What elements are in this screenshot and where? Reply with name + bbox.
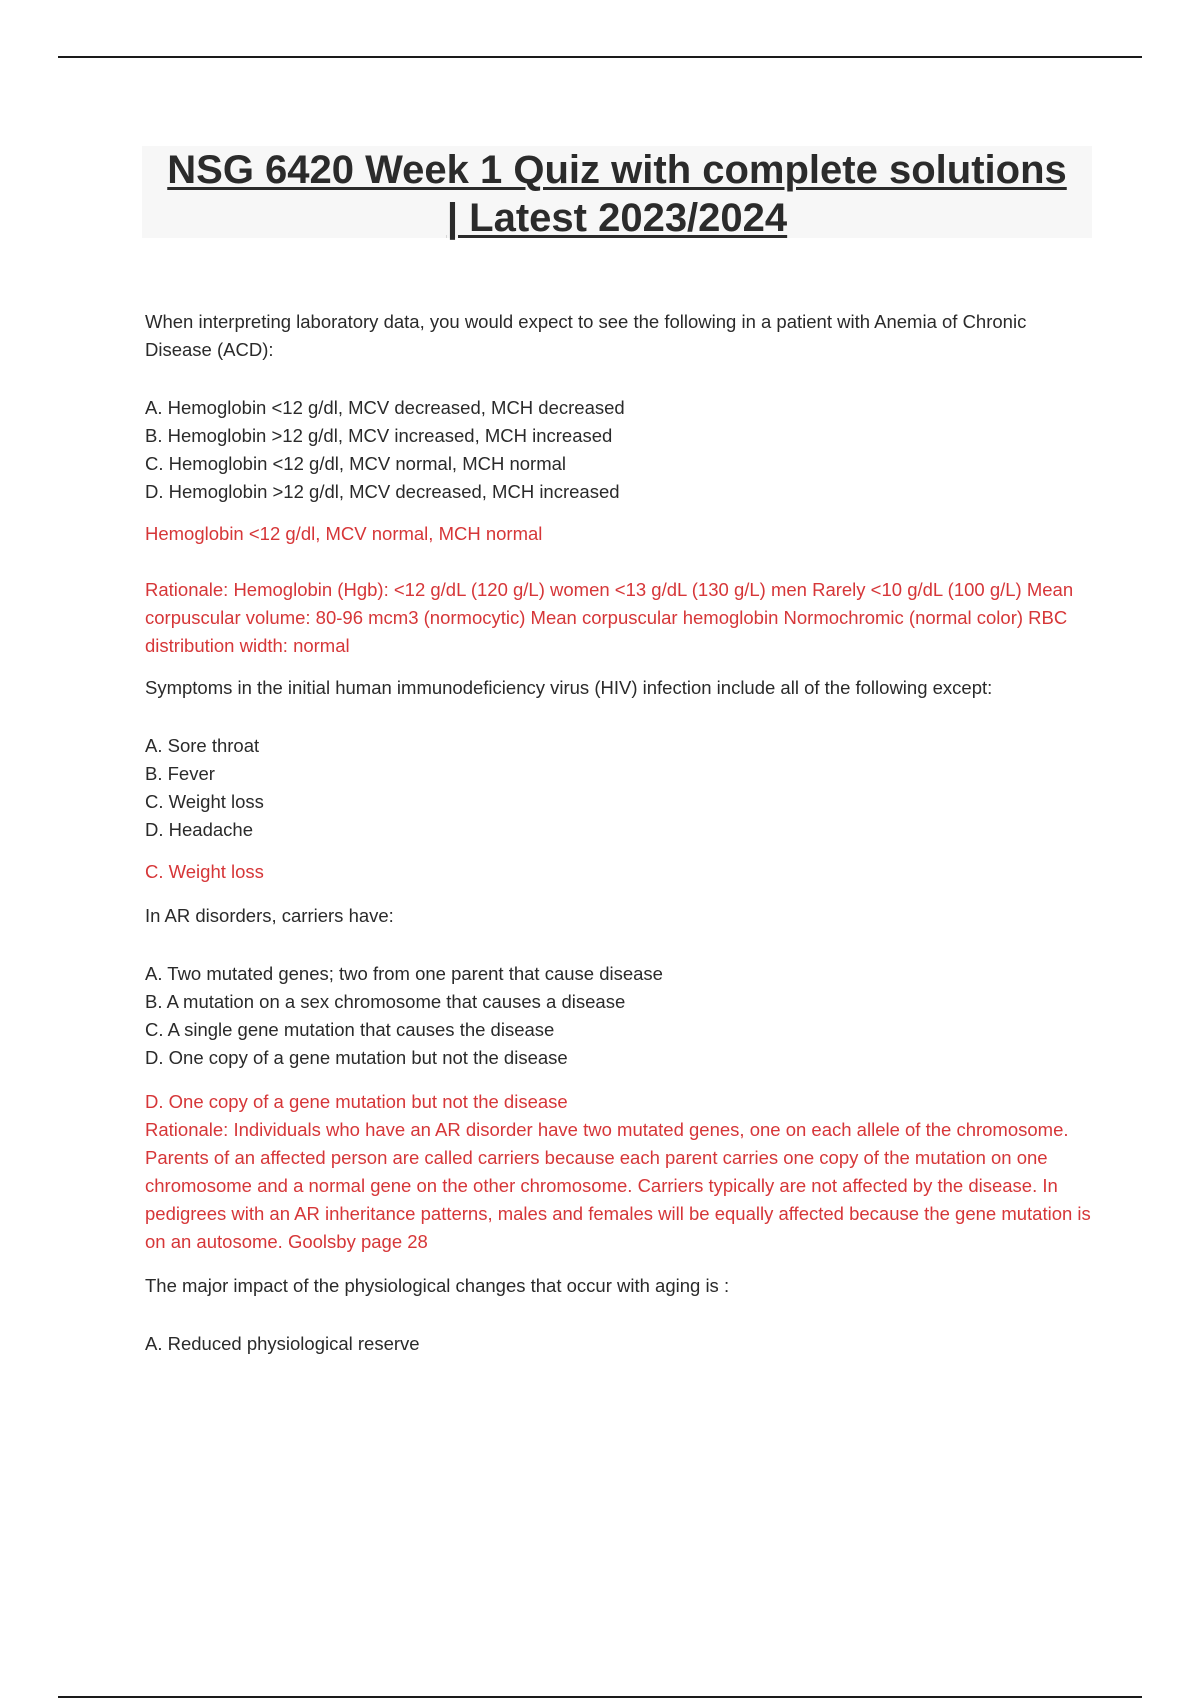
document-title (142, 146, 1092, 242)
option: C. Weight loss (145, 791, 264, 812)
option: D. Headache (145, 819, 253, 840)
question-1-options (145, 394, 1095, 506)
question-3-rationale: Rationale: Individuals who have an AR disorder have two mutated genes, one on each allele of the chromosome. Parents of an affected person are called carriers because each parent carries one copy of the mutation on one chromosome and a normal gene on the other chromosome. Carriers typically are not affected by the disease. In pedigrees with an AR inheritance patterns, males and females will be equally affected because the gene mutation is on an autosome. Goolsby page 28 (145, 1119, 1091, 1252)
question-2-answer: C. Weight loss (145, 861, 264, 882)
option: D. One copy of a gene mutation but not the disease (145, 1047, 568, 1068)
option: C. Hemoglobin <12 g/dl, MCV normal, MCH normal (145, 453, 567, 474)
question-1-rationale: Rationale: Hemoglobin (Hgb): <12 g/dL (120 g/L) women <13 g/dL (130 g/L) men Rarely <10 g/dL (100 g/L) Mean corpuscular volume: 80-96 mcm3 (normocytic) Mean corpuscular hemoglobin Normochromic (normal color) RBC distribution width: normal (145, 579, 1074, 656)
option: B. A mutation on a sex chromosome that causes a disease (145, 991, 626, 1012)
question-1-stem: When interpreting laboratory data, you would expect to see the following in a patient with Anemia of Chronic Disease (ACD): (145, 311, 1027, 360)
header-rule (58, 56, 1142, 58)
question-3-options (145, 960, 1095, 1072)
question-3-answer: D. One copy of a gene mutation but not the disease (145, 1091, 568, 1112)
option: A. Reduced physiological reserve (145, 1333, 420, 1354)
option: B. Hemoglobin >12 g/dl, MCV increased, MCH increased (145, 425, 613, 446)
title-line-1: NSG 6420 Week 1 Quiz with complete solutions (167, 148, 1067, 192)
option: A. Hemoglobin <12 g/dl, MCV decreased, MCH decreased (145, 397, 625, 418)
question-2-stem: Symptoms in the initial human immunodeficiency virus (HIV) infection include all of the following except: (145, 677, 993, 698)
option: B. Fever (145, 763, 215, 784)
option: D. Hemoglobin >12 g/dl, MCV decreased, MCH increased (145, 481, 620, 502)
title-line-2: | Latest 2023/2024 (446, 196, 788, 240)
question-4-options (145, 1330, 1095, 1358)
question-3-stem: In AR disorders, carriers have: (145, 905, 394, 926)
footer-rule (58, 1696, 1142, 1698)
question-4-stem: The major impact of the physiological changes that occur with aging is : (145, 1275, 730, 1296)
question-1-answer: Hemoglobin <12 g/dl, MCV normal, MCH normal (145, 523, 543, 544)
option: C. A single gene mutation that causes the disease (145, 1019, 555, 1040)
question-2-options (145, 732, 1095, 844)
quiz-content (145, 308, 1095, 1358)
option: A. Sore throat (145, 735, 260, 756)
option: A. Two mutated genes; two from one parent that cause disease (145, 963, 663, 984)
